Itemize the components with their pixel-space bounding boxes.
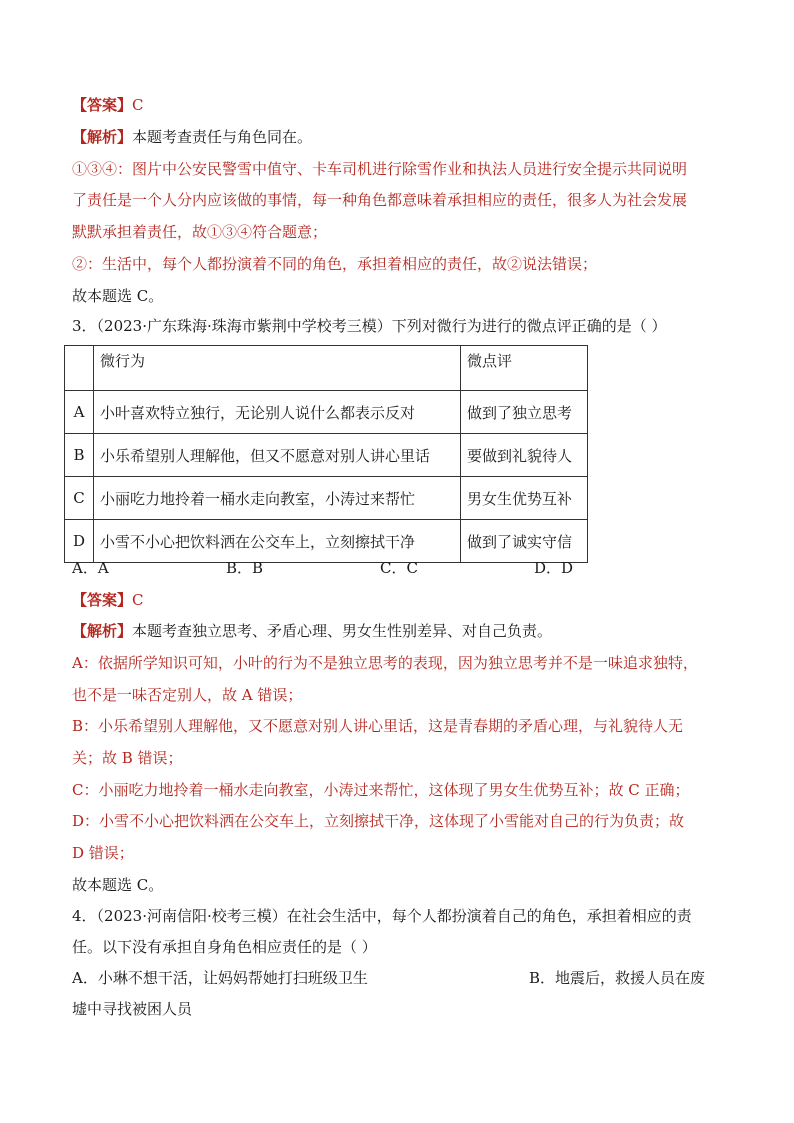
analysis-line-1: [72, 127, 732, 147]
analysis-red-line: ①③④：图片中公安民警雪中值守、卡车司机进行除雪作业和执法人员进行安全提示共同说明: [72, 160, 688, 178]
question-4-option-b-continued: 墟中寻找被困人员: [72, 1000, 193, 1018]
option-b: B．B: [226, 559, 264, 577]
table-row: [65, 520, 588, 563]
question-4-stem-line: 任。以下没有承担自身角色相应责任的是（ ）: [72, 938, 377, 956]
conclusion-line: 故本题选 C。: [72, 287, 164, 305]
analysis-text: 本题考查独立思考、矛盾心理、男女生性别差异、对自己负责。: [132, 622, 553, 640]
analysis-red-line: 默默承担着责任，故①③④符合题意；: [72, 223, 328, 241]
table-row: [65, 477, 588, 520]
analysis-red-line: D：小雪不小心把饮料洒在公交车上，立刻擦拭干净，这体现了小雪能对自己的行为负责；故: [72, 812, 685, 830]
analysis-red-line: C：小丽吃力地拎着一桶水走向教室，小涛过来帮忙，这体现了男女生优势互补；故 C 正确；: [72, 781, 690, 799]
table-cell: D: [65, 520, 94, 563]
table-row: [65, 391, 588, 434]
analysis-red-line: B：小乐希望别人理解他，又不愿意对别人讲心里话，这是青春期的矛盾心理，与礼貌待人无: [72, 717, 684, 735]
analysis-red-line: D 错误；: [72, 844, 134, 862]
option-a: A．A: [72, 559, 109, 577]
analysis-line-2: [72, 621, 732, 641]
analysis-red-line: 关；故 B 错误；: [72, 749, 183, 767]
answer-value: C: [132, 96, 144, 114]
table-cell: 要做到礼貌待人: [461, 434, 588, 477]
analysis-red-line: A：依据所学知识可知，小叶的行为不是独立思考的表现，因为独立思考并不是一味追求独特，: [72, 654, 698, 672]
analysis-label: 【解析】: [72, 622, 133, 640]
table-cell: 小雪不小心把饮料洒在公交车上，立刻擦拭干净: [94, 520, 461, 563]
analysis-text: 本题考查责任与角色同在。: [132, 128, 313, 146]
table-cell: 小叶喜欢特立独行，无论别人说什么都表示反对: [94, 391, 461, 434]
table-cell: 小乐希望别人理解他，但又不愿意对别人讲心里话: [94, 434, 461, 477]
analysis-red-line: ②：生活中，每个人都扮演着不同的角色，承担着相应的责任，故②说法错误；: [72, 255, 598, 273]
answer-line-1: [72, 95, 732, 115]
answer-value: C: [132, 591, 144, 609]
table-cell: B: [65, 434, 94, 477]
table-cell: 做到了独立思考: [461, 391, 588, 434]
analysis-red-line: 了责任是一个人分内应该做的事情，每一种角色都意味着承担相应的责任，很多人为社会发展: [72, 191, 688, 209]
table-row: [65, 434, 588, 477]
question-4-option-b: B．地震后，救援人员在废: [529, 969, 706, 987]
answer-line-2: [72, 590, 732, 610]
question-4-stem-line: 4．（2023·河南信阳·校考三模）在社会生活中，每个人都扮演着自己的角色，承担着相应的责: [72, 907, 692, 925]
conclusion-line: 故本题选 C。: [72, 876, 164, 894]
option-d: D．D: [534, 559, 574, 577]
table-cell: 小丽吃力地拎着一桶水走向教室，小涛过来帮忙: [94, 477, 461, 520]
question-3-table: [64, 345, 588, 563]
table-header-cell: [65, 346, 94, 391]
table-cell: 做到了诚实守信: [461, 520, 588, 563]
table-cell: 男女生优势互补: [461, 477, 588, 520]
analysis-label: 【解析】: [72, 128, 133, 146]
table-cell: C: [65, 477, 94, 520]
question-3-stem: 3．（2023·广东珠海·珠海市紫荆中学校考三模）下列对微行为进行的微点评正确的是（ ）: [72, 317, 667, 335]
table-header-cell: 微点评: [461, 346, 588, 391]
answer-label: 【答案】: [72, 96, 133, 114]
question-4-option-a: A．小琳不想干活，让妈妈帮她打扫班级卫生: [72, 969, 368, 987]
answer-label: 【答案】: [72, 591, 133, 609]
analysis-red-line: 也不是一味否定别人，故 A 错误；: [72, 686, 303, 704]
option-c: C．C: [380, 559, 418, 577]
table-header-row: [65, 346, 588, 391]
table-cell: A: [65, 391, 94, 434]
question-4-option-row: [72, 968, 732, 988]
table-header-cell: 微行为: [94, 346, 461, 391]
